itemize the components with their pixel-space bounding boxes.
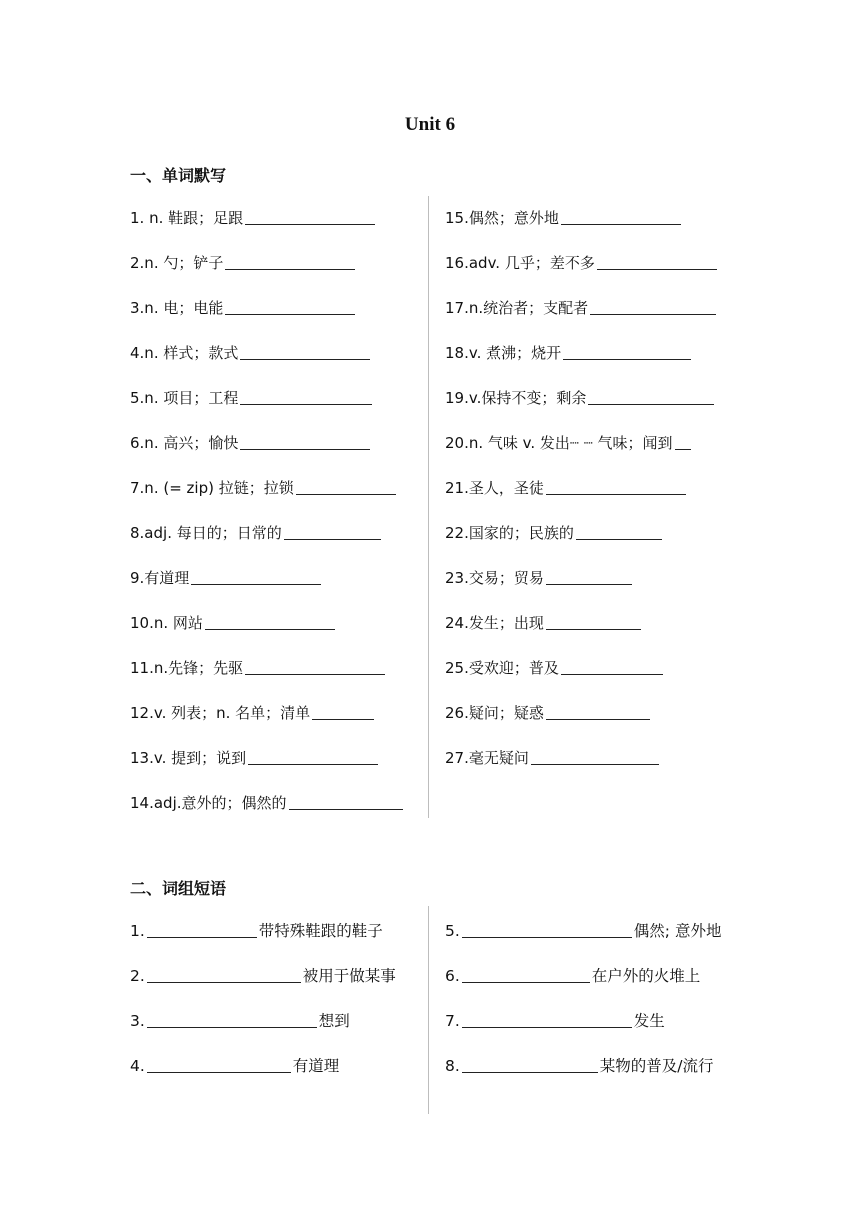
phrase-number: 1. xyxy=(130,922,145,940)
answer-blank[interactable] xyxy=(225,297,355,315)
section2-divider xyxy=(428,906,429,1114)
vocab-item xyxy=(130,567,416,612)
vocab-prompt: 10.n. 网站 xyxy=(130,614,203,632)
answer-blank[interactable] xyxy=(191,567,321,585)
answer-blank[interactable] xyxy=(546,612,641,630)
vocab-prompt: 24.发生；出现 xyxy=(445,614,544,632)
phrase-meaning: 带特殊鞋跟的鞋子 xyxy=(258,922,383,940)
section2-right-column xyxy=(445,920,745,1100)
answer-blank[interactable] xyxy=(147,1010,317,1028)
phrase-item xyxy=(445,920,745,965)
vocab-prompt: 11.n.先锋；先驱 xyxy=(130,659,244,677)
answer-blank[interactable] xyxy=(576,522,662,540)
phrase-meaning: 被用于做某事 xyxy=(302,967,396,985)
vocab-item xyxy=(445,522,735,567)
answer-blank[interactable] xyxy=(597,252,717,270)
vocab-item xyxy=(445,477,735,522)
phrase-meaning: 想到 xyxy=(318,1012,350,1030)
answer-blank[interactable] xyxy=(312,702,374,720)
vocab-prompt: 5.n. 项目；工程 xyxy=(130,389,239,407)
phrase-meaning: 发生 xyxy=(633,1012,665,1030)
vocab-item xyxy=(130,612,416,657)
answer-blank[interactable] xyxy=(225,252,355,270)
phrase-number: 3. xyxy=(130,1012,145,1030)
answer-blank[interactable] xyxy=(147,920,257,938)
phrase-meaning: 有道理 xyxy=(292,1057,340,1075)
vocab-prompt: 12.v. 列表；n. 名单；清单 xyxy=(130,704,311,722)
vocab-prompt: 21.圣人，圣徒 xyxy=(445,479,544,497)
phrase-number: 2. xyxy=(130,967,145,985)
vocab-item xyxy=(130,297,416,342)
vocab-item xyxy=(445,747,735,792)
vocab-item xyxy=(130,252,416,297)
phrase-item xyxy=(130,1010,422,1055)
vocab-item xyxy=(130,432,416,477)
phrase-number: 8. xyxy=(445,1057,460,1075)
vocab-item xyxy=(130,477,416,522)
answer-blank[interactable] xyxy=(245,207,375,225)
answer-blank[interactable] xyxy=(546,702,650,720)
phrase-number: 7. xyxy=(445,1012,460,1030)
phrase-number: 4. xyxy=(130,1057,145,1075)
answer-blank[interactable] xyxy=(147,965,301,983)
vocab-item xyxy=(445,702,735,747)
section1-heading: 一、单词默写 xyxy=(130,166,227,185)
answer-blank[interactable] xyxy=(462,1055,598,1073)
page-title: Unit 6 xyxy=(404,114,456,135)
phrase-meaning: 某物的普及/流行 xyxy=(599,1057,714,1075)
answer-blank[interactable] xyxy=(561,207,681,225)
vocab-item xyxy=(130,387,416,432)
answer-blank[interactable] xyxy=(289,792,403,810)
vocab-item xyxy=(445,207,735,252)
answer-blank[interactable] xyxy=(462,965,590,983)
vocab-prompt: 8.adj. 每日的；日常的 xyxy=(130,524,282,542)
answer-blank[interactable] xyxy=(563,342,691,360)
phrase-item xyxy=(445,1055,745,1100)
answer-blank[interactable] xyxy=(147,1055,291,1073)
phrase-item xyxy=(130,1055,422,1100)
vocab-item xyxy=(130,342,416,387)
vocab-item xyxy=(130,792,416,837)
phrase-item xyxy=(445,965,745,1010)
phrase-item xyxy=(445,1010,745,1055)
vocab-prompt: 4.n. 样式；款式 xyxy=(130,344,239,362)
vocab-prompt: 1. n. 鞋跟；足跟 xyxy=(130,209,244,227)
vocab-prompt: 17.n.统治者；支配者 xyxy=(445,299,589,317)
phrase-number: 5. xyxy=(445,922,460,940)
answer-blank[interactable] xyxy=(240,387,372,405)
section1-left-column xyxy=(130,207,416,837)
section2-left-column xyxy=(130,920,422,1100)
vocab-prompt: 20.n. 气味 v. 发出┈ ┈ 气味；闻到 xyxy=(445,434,673,452)
answer-blank[interactable] xyxy=(245,657,385,675)
vocab-prompt: 16.adv. 几乎；差不多 xyxy=(445,254,595,272)
vocab-prompt: 6.n. 高兴；愉快 xyxy=(130,434,239,452)
vocab-item xyxy=(445,297,735,342)
vocab-item xyxy=(445,567,735,612)
section1-right-column xyxy=(445,207,735,792)
vocab-prompt: 3.n. 电；电能 xyxy=(130,299,224,317)
vocab-item xyxy=(445,612,735,657)
answer-blank[interactable] xyxy=(296,477,396,495)
vocab-item xyxy=(445,342,735,387)
vocab-item xyxy=(445,252,735,297)
vocab-item xyxy=(130,702,416,747)
answer-blank[interactable] xyxy=(531,747,659,765)
vocab-prompt: 22.国家的；民族的 xyxy=(445,524,574,542)
phrase-meaning: 偶然; 意外地 xyxy=(633,922,722,940)
answer-blank[interactable] xyxy=(240,342,370,360)
vocab-item xyxy=(130,522,416,567)
vocab-item xyxy=(445,432,735,477)
vocab-prompt: 15.偶然；意外地 xyxy=(445,209,559,227)
answer-blank[interactable] xyxy=(590,297,716,315)
phrase-item xyxy=(130,920,422,965)
vocab-prompt: 2.n. 勺；铲子 xyxy=(130,254,224,272)
answer-blank[interactable] xyxy=(588,387,714,405)
vocab-prompt: 14.adj.意外的；偶然的 xyxy=(130,794,287,812)
vocab-item xyxy=(445,387,735,432)
vocab-item xyxy=(130,747,416,792)
vocab-prompt: 13.v. 提到；说到 xyxy=(130,749,247,767)
vocab-prompt: 25.受欢迎；普及 xyxy=(445,659,559,677)
vocab-prompt: 7.n. (= zip) 拉链；拉锁 xyxy=(130,479,294,497)
vocab-prompt: 19.v.保持不变；剩余 xyxy=(445,389,587,407)
vocab-prompt: 18.v. 煮沸；烧开 xyxy=(445,344,562,362)
answer-blank[interactable] xyxy=(561,657,663,675)
vocab-prompt: 9.有道理 xyxy=(130,569,190,587)
phrase-meaning: 在户外的火堆上 xyxy=(591,967,701,985)
vocab-item xyxy=(130,657,416,702)
phrase-number: 6. xyxy=(445,967,460,985)
answer-blank[interactable] xyxy=(248,747,378,765)
answer-blank[interactable] xyxy=(675,432,691,450)
vocab-item xyxy=(445,657,735,702)
section1-divider xyxy=(428,196,429,818)
answer-blank[interactable] xyxy=(205,612,335,630)
section2-heading: 二、词组短语 xyxy=(130,879,227,898)
vocab-prompt: 26.疑问；疑惑 xyxy=(445,704,544,722)
answer-blank[interactable] xyxy=(462,920,632,938)
answer-blank[interactable] xyxy=(284,522,381,540)
answer-blank[interactable] xyxy=(462,1010,632,1028)
answer-blank[interactable] xyxy=(240,432,370,450)
answer-blank[interactable] xyxy=(546,477,686,495)
vocab-item xyxy=(130,207,416,252)
answer-blank[interactable] xyxy=(546,567,632,585)
vocab-prompt: 23.交易；贸易 xyxy=(445,569,544,587)
phrase-item xyxy=(130,965,422,1010)
vocab-prompt: 27.毫无疑问 xyxy=(445,749,529,767)
